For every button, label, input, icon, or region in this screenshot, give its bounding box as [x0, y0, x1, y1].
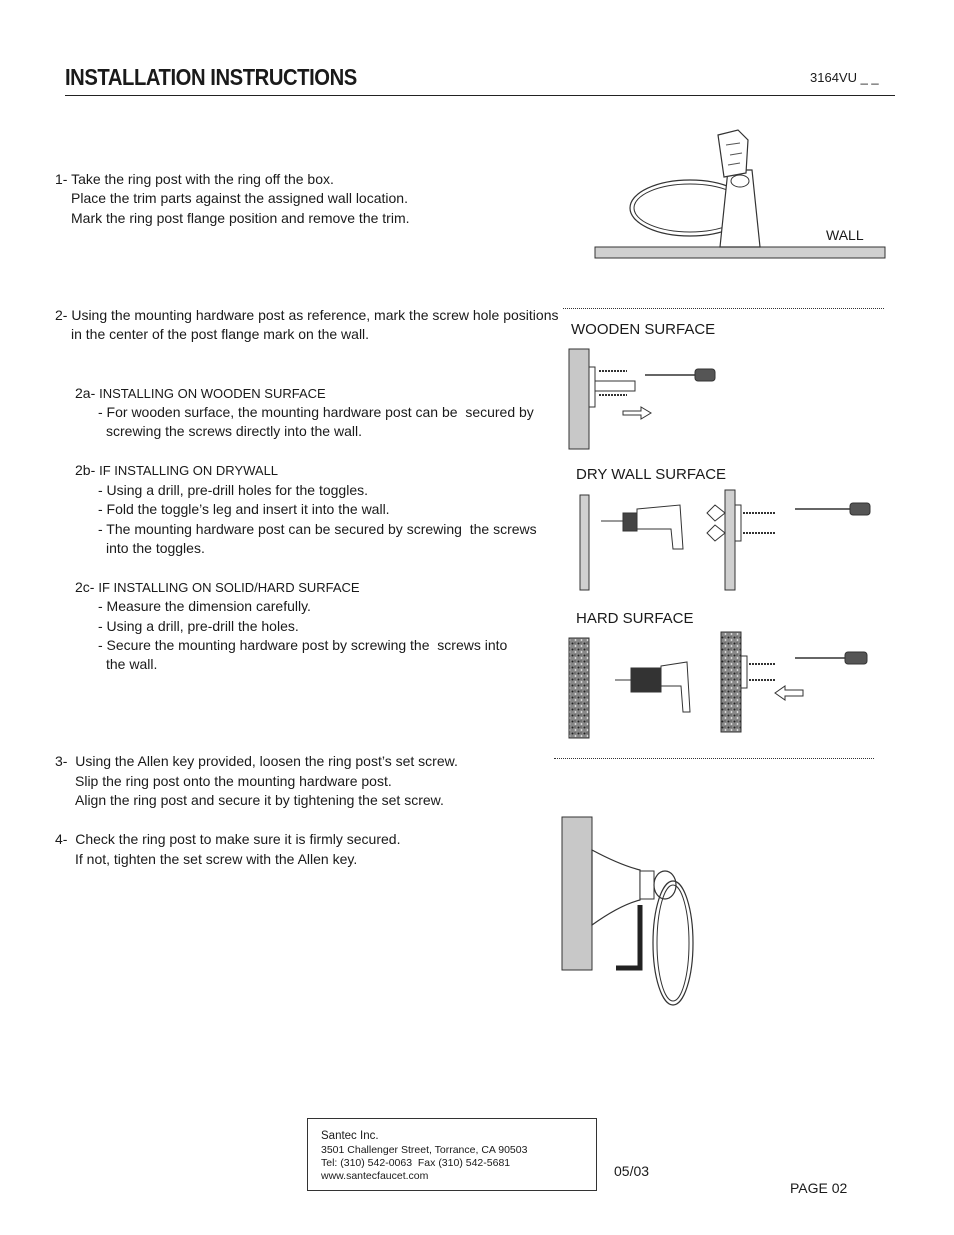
- step-2a-number: 2a-: [75, 385, 96, 401]
- page-number: PAGE 02: [790, 1180, 848, 1196]
- step-2c-number: 2c-: [75, 579, 95, 595]
- separator-top: [563, 308, 884, 309]
- step-4-line-2: If not, tighten the set screw with the Allen key.: [75, 851, 358, 867]
- step-2c-line-1: - Measure the dimension carefully.: [98, 598, 311, 614]
- page-title: INSTALLATION INSTRUCTIONS: [65, 64, 357, 90]
- wall-label: WALL: [826, 227, 864, 243]
- step-2-line-2: in the center of the post flange mark on the wall.: [71, 326, 370, 342]
- step-4-line-1: 4- Check the ring post to make sure it is firmly secured.: [55, 831, 401, 847]
- ring-post-allen-key-illustration: [560, 815, 710, 1010]
- revision-date: 05/03: [614, 1163, 650, 1179]
- company-name: Santec Inc.: [321, 1130, 379, 1142]
- header-rule: [65, 95, 895, 96]
- step-2b-line-3: - The mounting hardware post can be secured by screwing the screws: [98, 521, 537, 537]
- step-3-line-3: Align the ring post and secure it by tightening the set screw.: [75, 792, 444, 808]
- hard-surface-label: HARD SURFACE: [576, 610, 694, 627]
- separator-bottom: [554, 758, 874, 759]
- step-2c-line-3: - Secure the mounting hardware post by screwing the screws into: [98, 637, 508, 653]
- step-1-line-1: 1- Take the ring post with the ring off the box.: [55, 171, 334, 187]
- step-2a-heading: [75, 384, 326, 404]
- drywall-surface-illustration: [575, 485, 875, 595]
- company-address: 3501 Challenger Street, Torrance, CA 90503: [321, 1144, 528, 1156]
- step-1-line-2: Place the trim parts against the assigned wall location.: [71, 190, 408, 206]
- wooden-surface-label: WOODEN SURFACE: [571, 321, 716, 338]
- step-2c-heading: [75, 578, 360, 598]
- company-website[interactable]: www.santecfaucet.com: [321, 1170, 429, 1182]
- step-2c-line-2: - Using a drill, pre-drill the holes.: [98, 618, 299, 634]
- company-phone: Tel: (310) 542-0063 Fax (310) 542-5681: [321, 1157, 511, 1169]
- ring-post-wall-illustration: [590, 125, 890, 265]
- step-2b-line-1: - Using a drill, pre-drill holes for the toggles.: [98, 482, 369, 498]
- step-2b-heading: [75, 461, 278, 481]
- model-number: 3164VU _ _: [810, 70, 879, 85]
- step-2c-line-4: the wall.: [106, 656, 158, 672]
- step-2b-title: IF INSTALLING ON DRYWALL: [99, 463, 279, 478]
- step-3-line-2: Slip the ring post onto the mounting hardware post.: [75, 773, 392, 789]
- company-info-box: [307, 1118, 597, 1191]
- step-2c-title: IF INSTALLING ON SOLID/HARD SURFACE: [98, 580, 360, 595]
- hard-surface-illustration: [565, 630, 875, 745]
- step-2-line-1: 2- Using the mounting hardware post as reference, mark the screw hole positions: [55, 307, 559, 323]
- step-3-line-1: 3- Using the Allen key provided, loosen the ring post’s set screw.: [55, 753, 458, 769]
- step-2a-line-1: - For wooden surface, the mounting hardware post can be secured by: [98, 404, 534, 420]
- step-2a-line-2: screwing the screws directly into the wall.: [106, 423, 362, 439]
- step-2b-number: 2b-: [75, 462, 96, 478]
- step-1-line-3: Mark the ring post flange position and remove the trim.: [71, 210, 410, 226]
- step-2b-line-2: - Fold the toggle’s leg and insert it into the wall.: [98, 501, 390, 517]
- step-2a-title: INSTALLING ON WOODEN SURFACE: [99, 386, 326, 401]
- drywall-surface-label: DRY WALL SURFACE: [576, 466, 727, 483]
- wooden-surface-illustration: [565, 345, 725, 455]
- step-2b-line-4: into the toggles.: [106, 540, 205, 556]
